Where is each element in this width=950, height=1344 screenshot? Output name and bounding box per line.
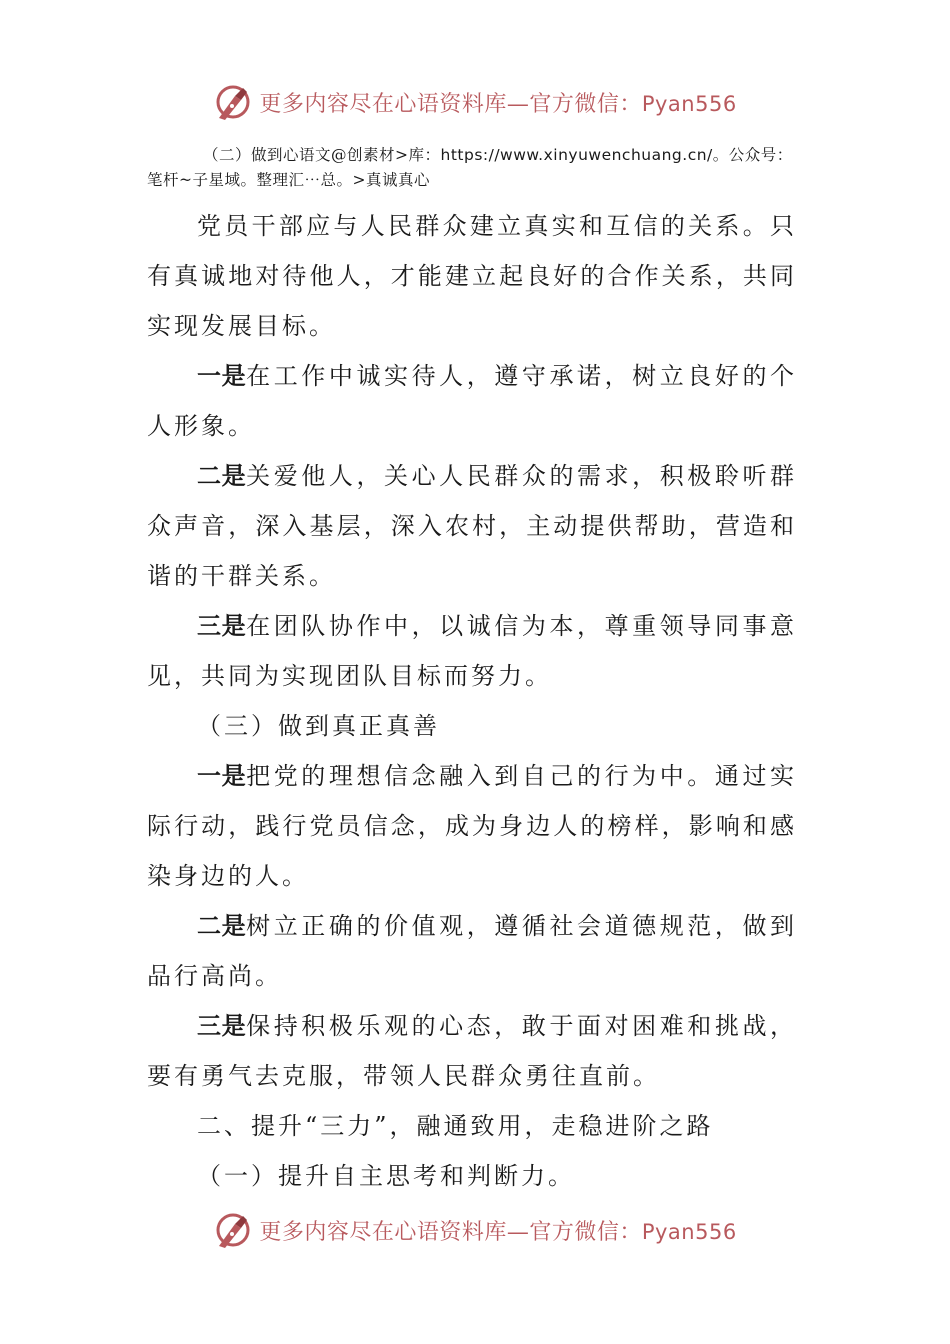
- source-note: （二）做到心语文@创素材>库：https://www.xinyuwenchuang.cn/。公众号：笔杆~子星域。整理汇⋯总。>真诚真心: [147, 146, 793, 189]
- section-heading: （一）提升自主思考和判断力。: [197, 1162, 575, 1190]
- paragraph-point: 一是把党的理想信念融入到自己的行为中。通过实际行动，践行党员信念，成为身边人的榜样，影响和感染身边的人。: [147, 762, 798, 890]
- source-url: https://www.xinyuwenchuang.cn/: [440, 146, 713, 164]
- pen-nib-circle-logo-icon: [213, 1210, 253, 1250]
- paragraph-point: 一是在工作中诚实待人，遵守承诺，树立良好的个人形象。: [147, 362, 798, 440]
- banner-text: 更多内容尽在心语资料库—官方微信：Pyan556: [259, 91, 737, 117]
- paragraph-point: 二是关爱他人，关心人民群众的需求，积极聆听群众声音，深入基层，深入农村，主动提供帮助，营造和谐的干群关系。: [147, 462, 798, 590]
- section-heading: （三）做到真正真善: [197, 712, 440, 740]
- paragraph-point: 三是在团队协作中，以诚信为本，尊重领导同事意见，共同为实现团队目标而努力。: [147, 612, 798, 690]
- pen-nib-circle-logo-icon: [213, 82, 253, 122]
- chapter-heading: 二、提升“三力”，融通致用，走稳进阶之路: [197, 1112, 714, 1140]
- banner-text: 更多内容尽在心语资料库—官方微信：Pyan556: [259, 1219, 737, 1245]
- footer-banner: [0, 1208, 950, 1252]
- paragraph-point: 三是保持积极乐观的心态，敢于面对困难和挑战，要有勇气去克服，带领人民群众勇往直前。: [147, 1012, 798, 1090]
- header-banner: [0, 80, 950, 124]
- paragraph-intro: 党员干部应与人民群众建立真实和互信的关系。只有真诚地对待他人，才能建立起良好的合作关系，共同实现发展目标。: [147, 212, 797, 340]
- document-body: [147, 143, 797, 1201]
- paragraph-point: 二是树立正确的价值观，遵循社会道德规范，做到品行高尚。: [147, 912, 798, 990]
